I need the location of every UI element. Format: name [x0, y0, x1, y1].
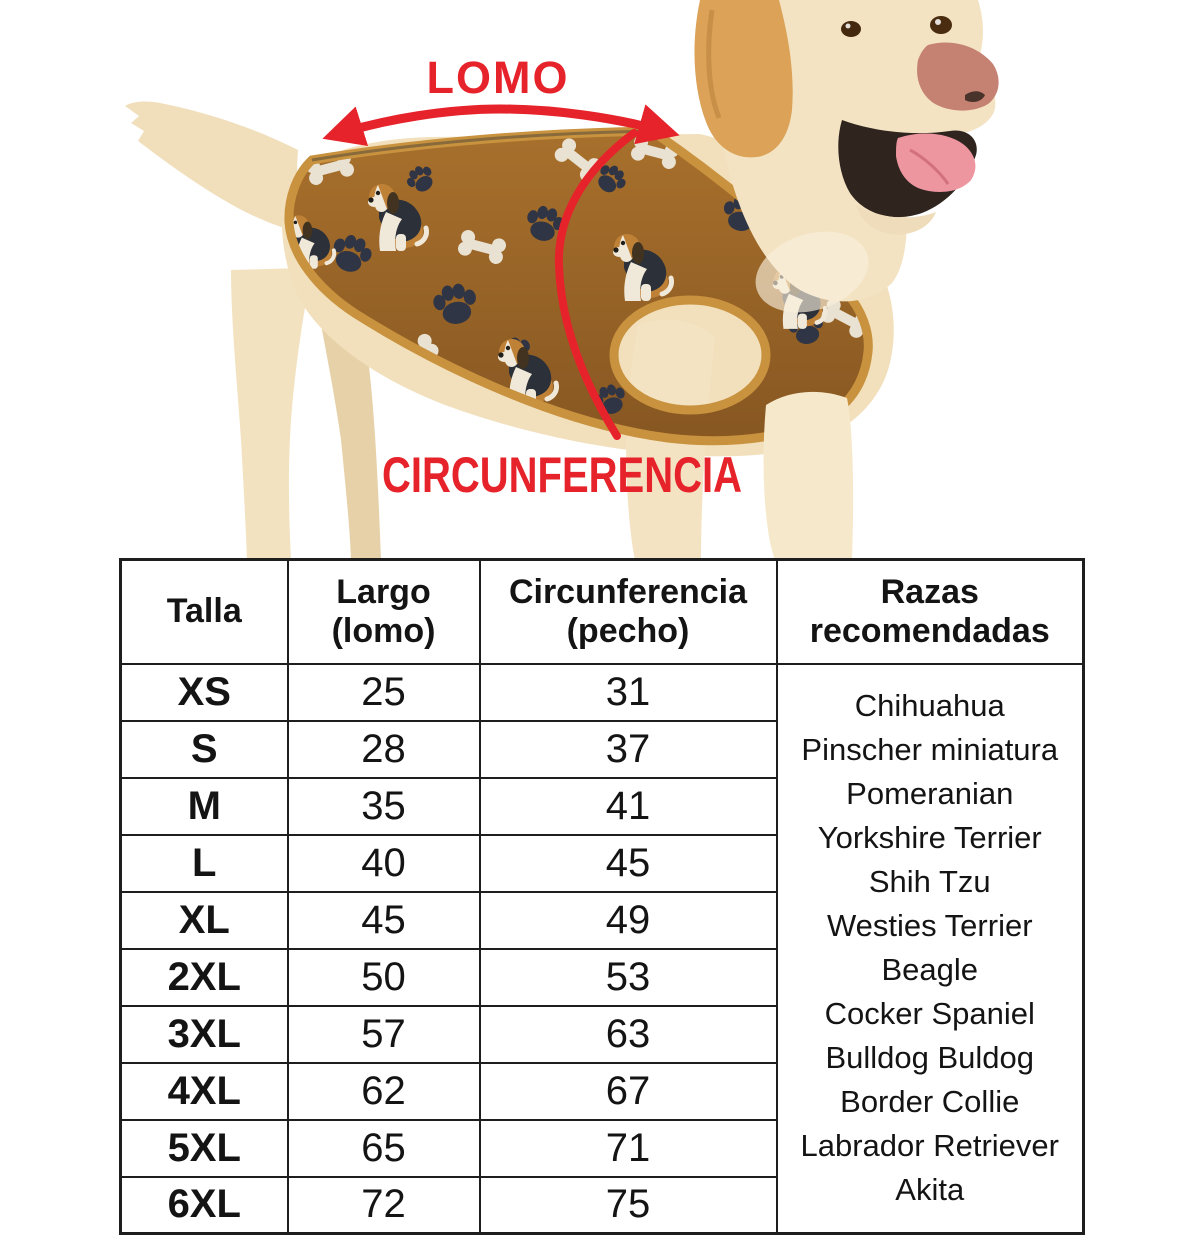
dog-hind-leg-near [231, 268, 306, 560]
back-measure-label: LOMO [426, 52, 570, 103]
dog-tail [125, 102, 303, 233]
breed-item: Labrador Retriever [800, 1128, 1059, 1164]
recommended-breeds-cell [777, 664, 1084, 1234]
chest-circumference-cell: 63 [480, 1006, 777, 1063]
col-header-talla: Talla [121, 560, 288, 664]
breed-item: Cocker Spaniel [824, 996, 1035, 1032]
size-label-cell: L [121, 835, 288, 892]
chest-circumference-cell: 41 [480, 778, 777, 835]
breed-item: Border Collie [840, 1084, 1020, 1120]
header-row [121, 560, 1084, 664]
breed-item: Beagle [881, 952, 979, 988]
size-label-cell: XS [121, 664, 288, 721]
back-length-cell: 72 [288, 1177, 480, 1234]
chest-circumference-cell: 67 [480, 1063, 777, 1120]
size-label-cell: 4XL [121, 1063, 288, 1120]
dog-eye-near [930, 16, 952, 34]
size-label-cell: M [121, 778, 288, 835]
breed-item: Yorkshire Terrier [817, 820, 1042, 856]
size-chart-table [119, 558, 1085, 1235]
chest-circumference-cell: 31 [480, 664, 777, 721]
back-length-cell: 50 [288, 949, 480, 1006]
breed-item: Bulldog Buldog [825, 1040, 1035, 1076]
chest-measure-label: CIRCUNFERENCIA [382, 447, 742, 503]
col-header-largo: Largo (lomo) [288, 560, 480, 664]
size-label-cell: 3XL [121, 1006, 288, 1063]
chest-circumference-cell: 75 [480, 1177, 777, 1234]
back-length-cell: 45 [288, 892, 480, 949]
chest-circumference-cell: 45 [480, 835, 777, 892]
breed-item: Pomeranian [846, 776, 1014, 812]
size-label-cell: 5XL [121, 1120, 288, 1177]
dog-front-leg-near [764, 392, 854, 560]
back-length-cell: 40 [288, 835, 480, 892]
col-header-razas: Razas recomendadas [777, 560, 1084, 664]
breed-item: Westies Terrier [826, 908, 1033, 944]
col-header-circunferencia: Circunferencia (pecho) [480, 560, 777, 664]
breed-item: Pinscher miniatura [801, 732, 1059, 768]
size-table-body [121, 664, 1084, 1234]
size-chart [119, 558, 1085, 1235]
chest-circumference-cell: 71 [480, 1120, 777, 1177]
back-length-cell: 57 [288, 1006, 480, 1063]
breed-item: Chihuahua [854, 688, 1005, 724]
back-length-cell: 35 [288, 778, 480, 835]
breed-item: Shih Tzu [868, 864, 991, 900]
size-row [121, 664, 1084, 721]
back-length-cell: 65 [288, 1120, 480, 1177]
chest-circumference-cell: 37 [480, 721, 777, 778]
size-label-cell: 6XL [121, 1177, 288, 1234]
size-label-cell: S [121, 721, 288, 778]
back-length-cell: 25 [288, 664, 480, 721]
back-length-cell: 28 [288, 721, 480, 778]
breed-item: Akita [895, 1172, 965, 1208]
size-label-cell: 2XL [121, 949, 288, 1006]
dog-eye-far [841, 21, 861, 37]
size-label-cell: XL [121, 892, 288, 949]
chest-circumference-cell: 49 [480, 892, 777, 949]
chest-circumference-cell: 53 [480, 949, 777, 1006]
back-length-cell: 62 [288, 1063, 480, 1120]
